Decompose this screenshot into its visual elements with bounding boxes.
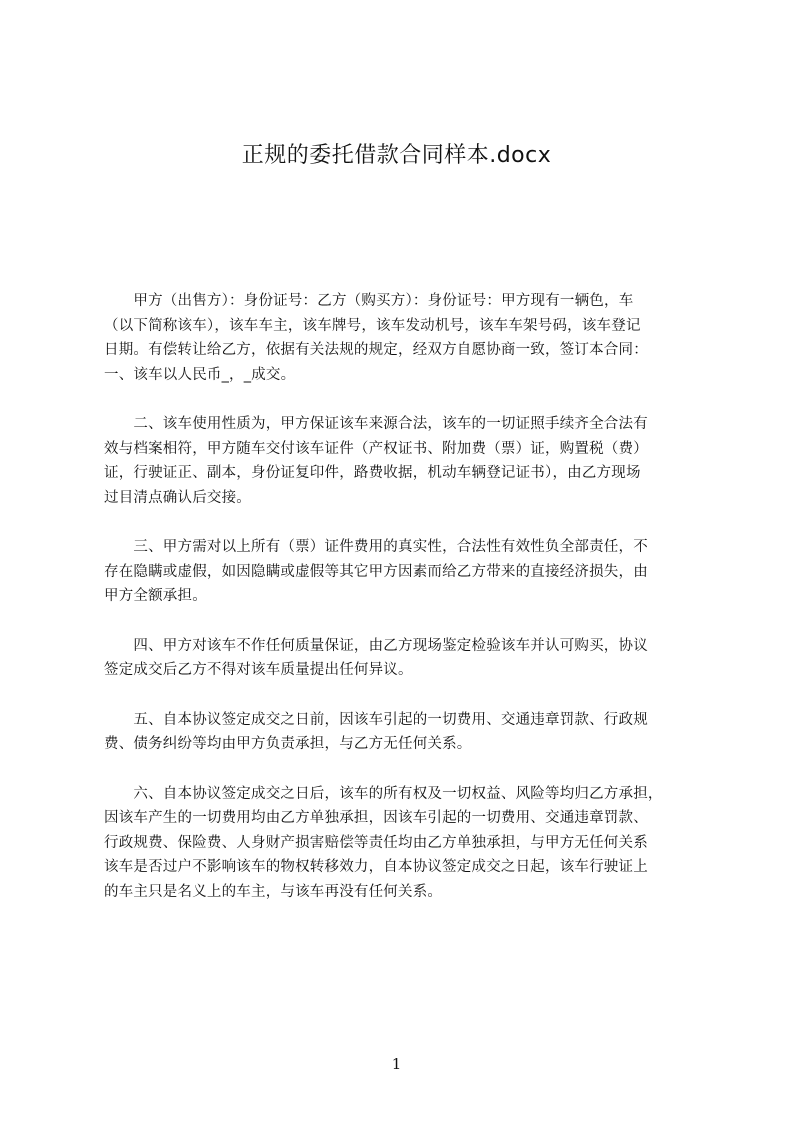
paragraph-line: 五、自本协议签定成交之日前，因该车引起的一切费用、交通违章罚款、行政规 <box>104 711 648 728</box>
paragraph-line: 四、甲方对该车不作任何质量保证，由乙方现场鉴定检验该车并认可购买，协议 <box>104 637 648 654</box>
document-title: 正规的委托借款合同样本.docx <box>241 143 552 168</box>
paragraph-line: 的车主只是名义上的车主，与该车再没有任何关系。 <box>104 883 443 900</box>
paragraph-line: 存在隐瞒或虚假，如因隐瞒或虚假等其它甲方因素而给乙方带来的直接经济损失，由 <box>104 563 648 580</box>
paragraph-line: 该车是否过户不影响该车的物权转移效力，自本协议签定成交之日起，该车行驶证上 <box>104 859 648 875</box>
paragraph-clause-3 <box>104 535 704 609</box>
paragraph-line: 日期。有偿转让给乙方，依据有关法规的规定，经双方自愿协商一致，签订本合同： <box>104 342 648 358</box>
page-number: 1 <box>391 1055 402 1073</box>
paragraph-clause-5 <box>104 708 704 757</box>
paragraph-line: 甲方全额承担。 <box>104 588 207 604</box>
paragraph-line: 费、债务纠纷等均由甲方负责承担，与乙方无任何关系。 <box>104 736 472 752</box>
paragraph-line: 效与档案相符，甲方随车交付该车证件（产权证书、附加费（票）证，购置税（费） <box>104 440 648 457</box>
paragraph-line: 因该车产生的一切费用均由乙方单独承担，因该车引起的一切费用、交通违章罚款、 <box>104 810 648 826</box>
paragraph-clause-4 <box>104 634 704 683</box>
paragraph-line: 行政规费、保险费、人身财产损害赔偿等责任均由乙方单独承担，与甲方无任何关系 <box>104 834 648 851</box>
paragraph-clause-6 <box>104 782 704 905</box>
paragraph-parties <box>104 289 704 387</box>
paragraph-line: （以下简称该车），该车车主，该车牌号，该车发动机号，该车车架号码，该车登记 <box>104 317 641 334</box>
paragraph-line: 三、甲方需对以上所有（票）证件费用的真实性，合法性有效性负全部责任，不 <box>104 539 648 555</box>
paragraph-line: 签定成交后乙方不得对该车质量提出任何异议。 <box>104 662 413 678</box>
paragraph-line: 六、自本协议签定成交之日后，该车的所有权及一切权益、风险等均归乙方承担， <box>104 785 663 802</box>
document-body <box>104 289 704 929</box>
paragraph-line: 二、该车使用性质为，甲方保证该车来源合法，该车的一切证照手续齐全合法有 <box>104 416 648 432</box>
paragraph-line: 一、该车以人民币_，_成交。 <box>104 366 296 383</box>
paragraph-line: 证，行驶证正、副本，身份证复印件，路费收据，机动车辆登记证书），由乙方现场 <box>104 465 641 481</box>
paragraph-line: 甲方（出售方）：身份证号：乙方（购买方）：身份证号：甲方现有一辆色，车 <box>104 293 634 309</box>
paragraph-clause-2 <box>104 412 704 510</box>
paragraph-line: 过目清点确认后交接。 <box>104 489 251 506</box>
